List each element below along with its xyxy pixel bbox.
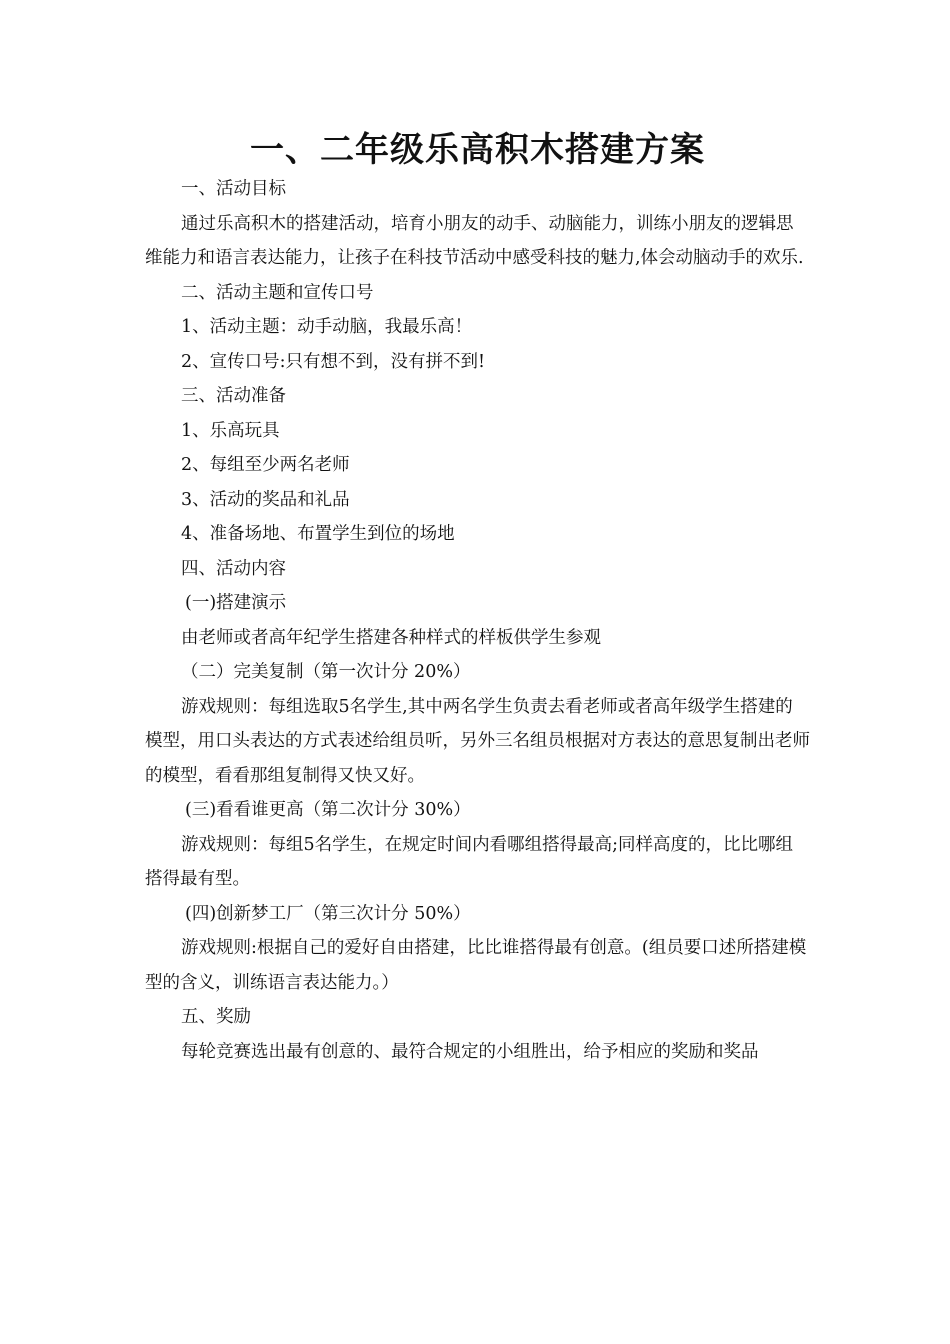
preparation-item: 2、每组至少两名老师: [181, 455, 350, 475]
document-title: 一、二年级乐高积木搭建方案: [250, 130, 705, 170]
preparation-item: 1、乐高玩具: [181, 420, 280, 441]
section-heading-preparation: 三、活动准备: [181, 386, 286, 406]
section-heading-content: 四、活动内容: [181, 558, 286, 579]
creative-rules-paragraph: 游戏规则:根据自己的爱好自由搭建，比比谁搭得最有创意。(组员要口述所搭建模型的含义，训练语言表达能力。）: [145, 938, 807, 993]
slogan-item: 2、宣传口号:只有想不到，没有拼不到!: [181, 351, 486, 372]
subsection-heading-height: (三)看看谁更高（第二次计分 30%）: [185, 800, 471, 820]
document-page: [145, 128, 810, 1069]
copy-rules-paragraph: 游戏规则：每组选取5名学生,其中两名学生负责去看老师或者高年级学生搭建的模型，用口头表达的方式表述给组员听，另外三名组员根据对方表达的意思复制出老师的模型，看看那组复制得又快又好。: [145, 696, 810, 786]
demo-paragraph: 由老师或者高年纪学生搭建各种样式的样板供学生参观: [181, 627, 601, 648]
subsection-heading-creative: (四)创新梦工厂（第三次计分 50%）: [185, 903, 471, 924]
preparation-item: 4、准备场地、布置学生到位的场地: [181, 524, 455, 544]
section-heading-goals: 一、活动目标: [181, 179, 286, 199]
theme-item: 1、活动主题：动手动脑，我最乐高！: [181, 317, 473, 337]
subsection-heading-demo: (一)搭建演示: [185, 593, 287, 613]
section-heading-theme: 二、活动主题和宣传口号: [181, 282, 374, 303]
rewards-paragraph: 每轮竞赛选出最有创意的、最符合规定的小组胜出，给予相应的奖励和奖品: [181, 1041, 759, 1062]
goals-paragraph: 通过乐高积木的搭建活动，培育小朋友的动手、动脑能力，训练小朋友的逻辑思维能力和语言表达能力，让孩子在科技节活动中感受科技的魅力,体会动脑动手的欢乐.: [145, 213, 804, 268]
section-heading-rewards: 五、奖励: [181, 1007, 251, 1027]
height-rules-paragraph: 游戏规则：每组5名学生，在规定时间内看哪组搭得最高;同样高度的，比比哪组搭得最有型。: [145, 834, 794, 889]
preparation-item: 3、活动的奖品和礼品: [181, 489, 350, 510]
subsection-heading-copy: （二）完美复制（第一次计分 20%）: [181, 662, 471, 682]
document-body: [145, 172, 810, 1069]
